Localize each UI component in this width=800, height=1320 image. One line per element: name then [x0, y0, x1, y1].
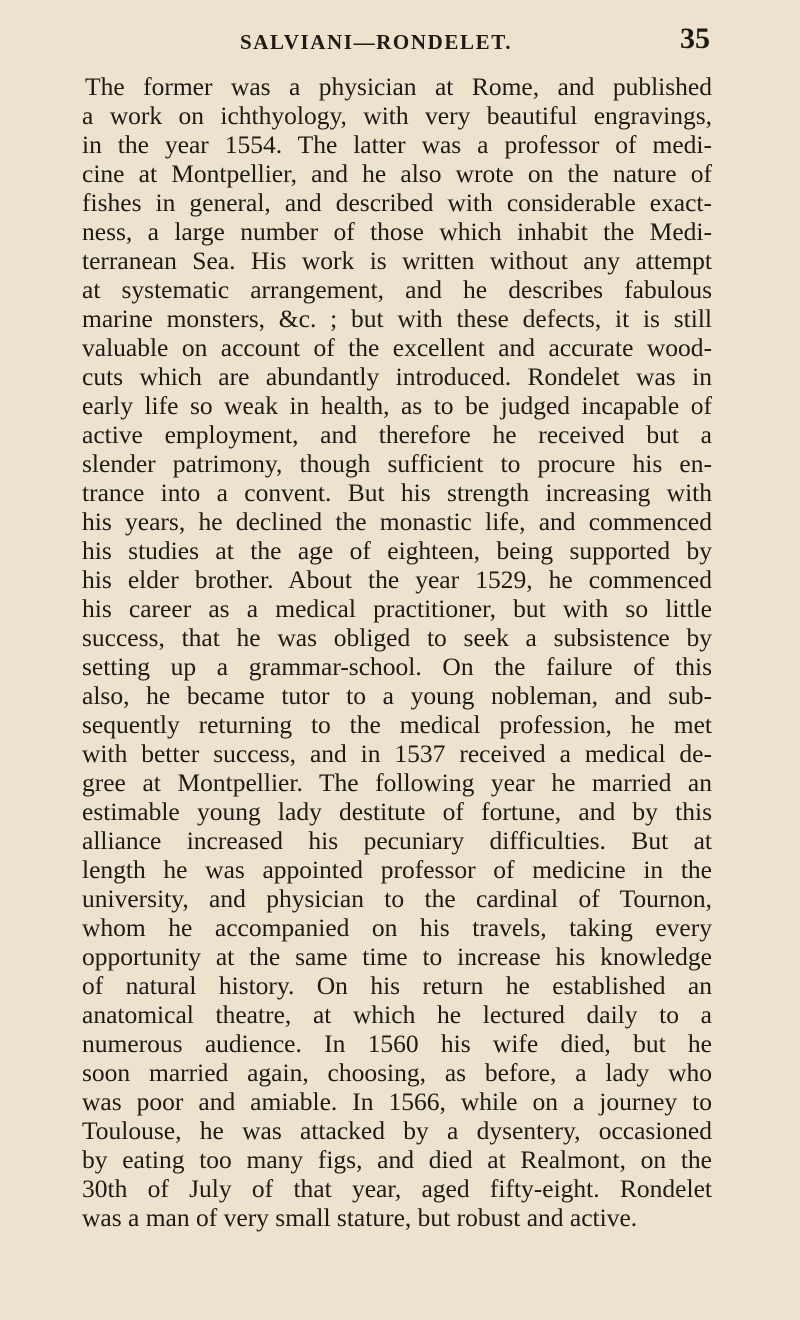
text-line: slender patrimony, though sufficient to procure his en-: [82, 449, 712, 478]
text-line: fishes in general, and described with considerable exact-: [82, 188, 712, 217]
text-line: whom he accompanied on his travels, taking every: [82, 913, 712, 942]
text-line: 30th of July of that year, aged fifty-eight. Rondelet: [82, 1174, 712, 1203]
text-line: his career as a medical practitioner, but with so little: [82, 594, 712, 623]
text-line: Toulouse, he was attacked by a dysentery, occasioned: [82, 1116, 712, 1145]
text-line: also, he became tutor to a young nobleman, and sub-: [82, 681, 712, 710]
text-line: in the year 1554. The latter was a professor of medi-: [82, 130, 712, 159]
page-number: 35: [680, 22, 710, 55]
text-line: was poor and amiable. In 1566, while on a journey to: [82, 1087, 712, 1116]
running-title: SALVIANI—RONDELET.: [240, 30, 513, 54]
text-line: success, that he was obliged to seek a subsistence by: [82, 623, 712, 652]
text-line: marine monsters, &c. ; but with these defects, it is still: [82, 304, 712, 333]
text-line: ness, a large number of those which inhabit the Medi-: [82, 217, 712, 246]
text-line: of natural history. On his return he established an: [82, 971, 712, 1000]
text-line: valuable on account of the excellent and accurate wood-: [82, 333, 712, 362]
text-line: alliance increased his pecuniary difficulties. But at: [82, 826, 712, 855]
text-line: at systematic arrangement, and he describes fabulous: [82, 275, 712, 304]
text-line: estimable young lady destitute of fortune, and by this: [82, 797, 712, 826]
text-line: his years, he declined the monastic life, and commenced: [82, 507, 712, 536]
text-line: length he was appointed professor of medicine in the: [82, 855, 712, 884]
text-line: his elder brother. About the year 1529, he commenced: [82, 565, 712, 594]
running-header: [0, 20, 800, 60]
text-line: trance into a convent. But his strength increasing with: [82, 478, 712, 507]
text-line: his studies at the age of eighteen, being supported by: [82, 536, 712, 565]
text-line: university, and physician to the cardinal of Tournon,: [82, 884, 712, 913]
text-line: terranean Sea. His work is written without any attempt: [82, 246, 712, 275]
body-paragraph: [82, 72, 712, 1232]
text-line: early life so weak in health, as to be judged incapable of: [82, 391, 712, 420]
text-line: gree at Montpellier. The following year he married an: [82, 768, 712, 797]
text-line: cuts which are abundantly introduced. Rondelet was in: [82, 362, 712, 391]
text-line: setting up a grammar-school. On the failure of this: [82, 652, 712, 681]
text-line: with better success, and in 1537 received a medical de-: [82, 739, 712, 768]
text-line: soon married again, choosing, as before, a lady who: [82, 1058, 712, 1087]
text-line: active employment, and therefore he received but a: [82, 420, 712, 449]
text-line: cine at Montpellier, and he also wrote on the nature of: [82, 159, 712, 188]
text-line: The former was a physician at Rome, and published: [85, 72, 712, 101]
text-line: anatomical theatre, at which he lectured daily to a: [82, 1000, 712, 1029]
text-line: sequently returning to the medical profession, he met: [82, 710, 712, 739]
text-line: opportunity at the same time to increase his knowledge: [82, 942, 712, 971]
text-line: numerous audience. In 1560 his wife died, but he: [82, 1029, 712, 1058]
text-line: a work on ichthyology, with very beautiful engravings,: [82, 101, 712, 130]
text-line-last: was a man of very small stature, but robust and active.: [82, 1203, 638, 1232]
text-line: by eating too many figs, and died at Realmont, on the: [82, 1145, 712, 1174]
